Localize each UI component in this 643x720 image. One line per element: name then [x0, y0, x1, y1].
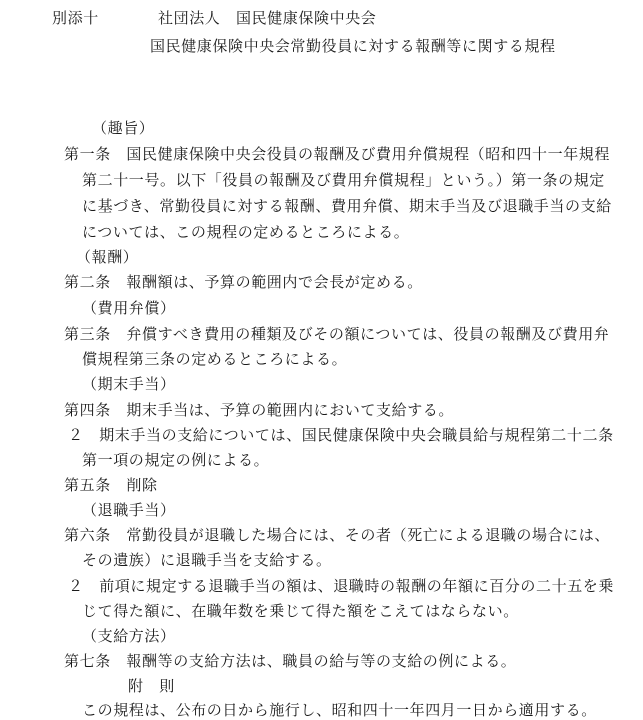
heading-payment-method: （支給方法）: [82, 627, 176, 645]
organization-name: 社団法人 国民健康保険中央会: [158, 9, 377, 27]
article-4-paragraph-2-line-2: 第一項の規定の例による。: [82, 451, 270, 469]
article-6-line-1: 第六条 常勤役員が退職した場合には、その者（死亡による退職の場合には、: [64, 526, 611, 544]
article-3-line-1: 第三条 弁償すべき費用の種類及びその額については、役員の報酬及び費用弁: [64, 325, 610, 343]
article-6-paragraph-2-line-1: ２ 前項に規定する退職手当の額は、退職時の報酬の年額に百分の二十五を乗: [68, 577, 615, 595]
heading-retirement-allowance: （退職手当）: [82, 501, 176, 519]
heading-term-end-allowance: （期末手当）: [82, 375, 176, 393]
article-1-line-3: に基づき、常勤役員に対する報酬、費用弁償、期末手当及び退職手当の支給: [82, 197, 612, 215]
article-3-line-2: 償規程第三条の定めるところによる。: [82, 350, 348, 368]
article-1-line-4: については、この規程の定めるところによる。: [82, 223, 410, 241]
article-6-line-2: その遺族）に退職手当を支給する。: [82, 551, 332, 569]
attachment-label: 別添十: [52, 9, 99, 27]
article-5: 第五条 削除: [64, 476, 158, 494]
article-2: 第二条 報酬額は、予算の範囲内で会長が定める。: [64, 273, 423, 291]
article-4: 第四条 期末手当は、予算の範囲内において支給する。: [64, 401, 455, 419]
document-title: 国民健康保険中央会常勤役員に対する報酬等に関する規程: [150, 37, 556, 55]
article-7: 第七条 報酬等の支給方法は、職員の給与等の支給の例による。: [64, 652, 517, 670]
article-4-paragraph-2-line-1: ２ 期末手当の支給については、国民健康保険中央会職員給与規程第二十二条: [68, 426, 614, 444]
heading-expense-reimbursement: （費用弁償）: [82, 299, 176, 317]
article-1-line-2: 第二十一号。以下「役員の報酬及び費用弁償規程」という。）第一条の規定: [82, 171, 605, 189]
supplementary-provision-text: この規程は、公布の日から施行し、昭和四十一年四月一日から適用する。: [82, 701, 597, 719]
article-6-paragraph-2-line-2: じて得た額に、在職年数を乗じて得た額をこえてはならない。: [82, 602, 519, 620]
heading-purpose: （趣旨）: [92, 119, 155, 137]
heading-remuneration: （報酬）: [76, 248, 139, 266]
supplementary-provisions-heading: 附 則: [128, 677, 175, 695]
article-1-line-1: 第一条 国民健康保険中央会役員の報酬及び費用弁償規程（昭和四十一年規程: [64, 145, 611, 163]
